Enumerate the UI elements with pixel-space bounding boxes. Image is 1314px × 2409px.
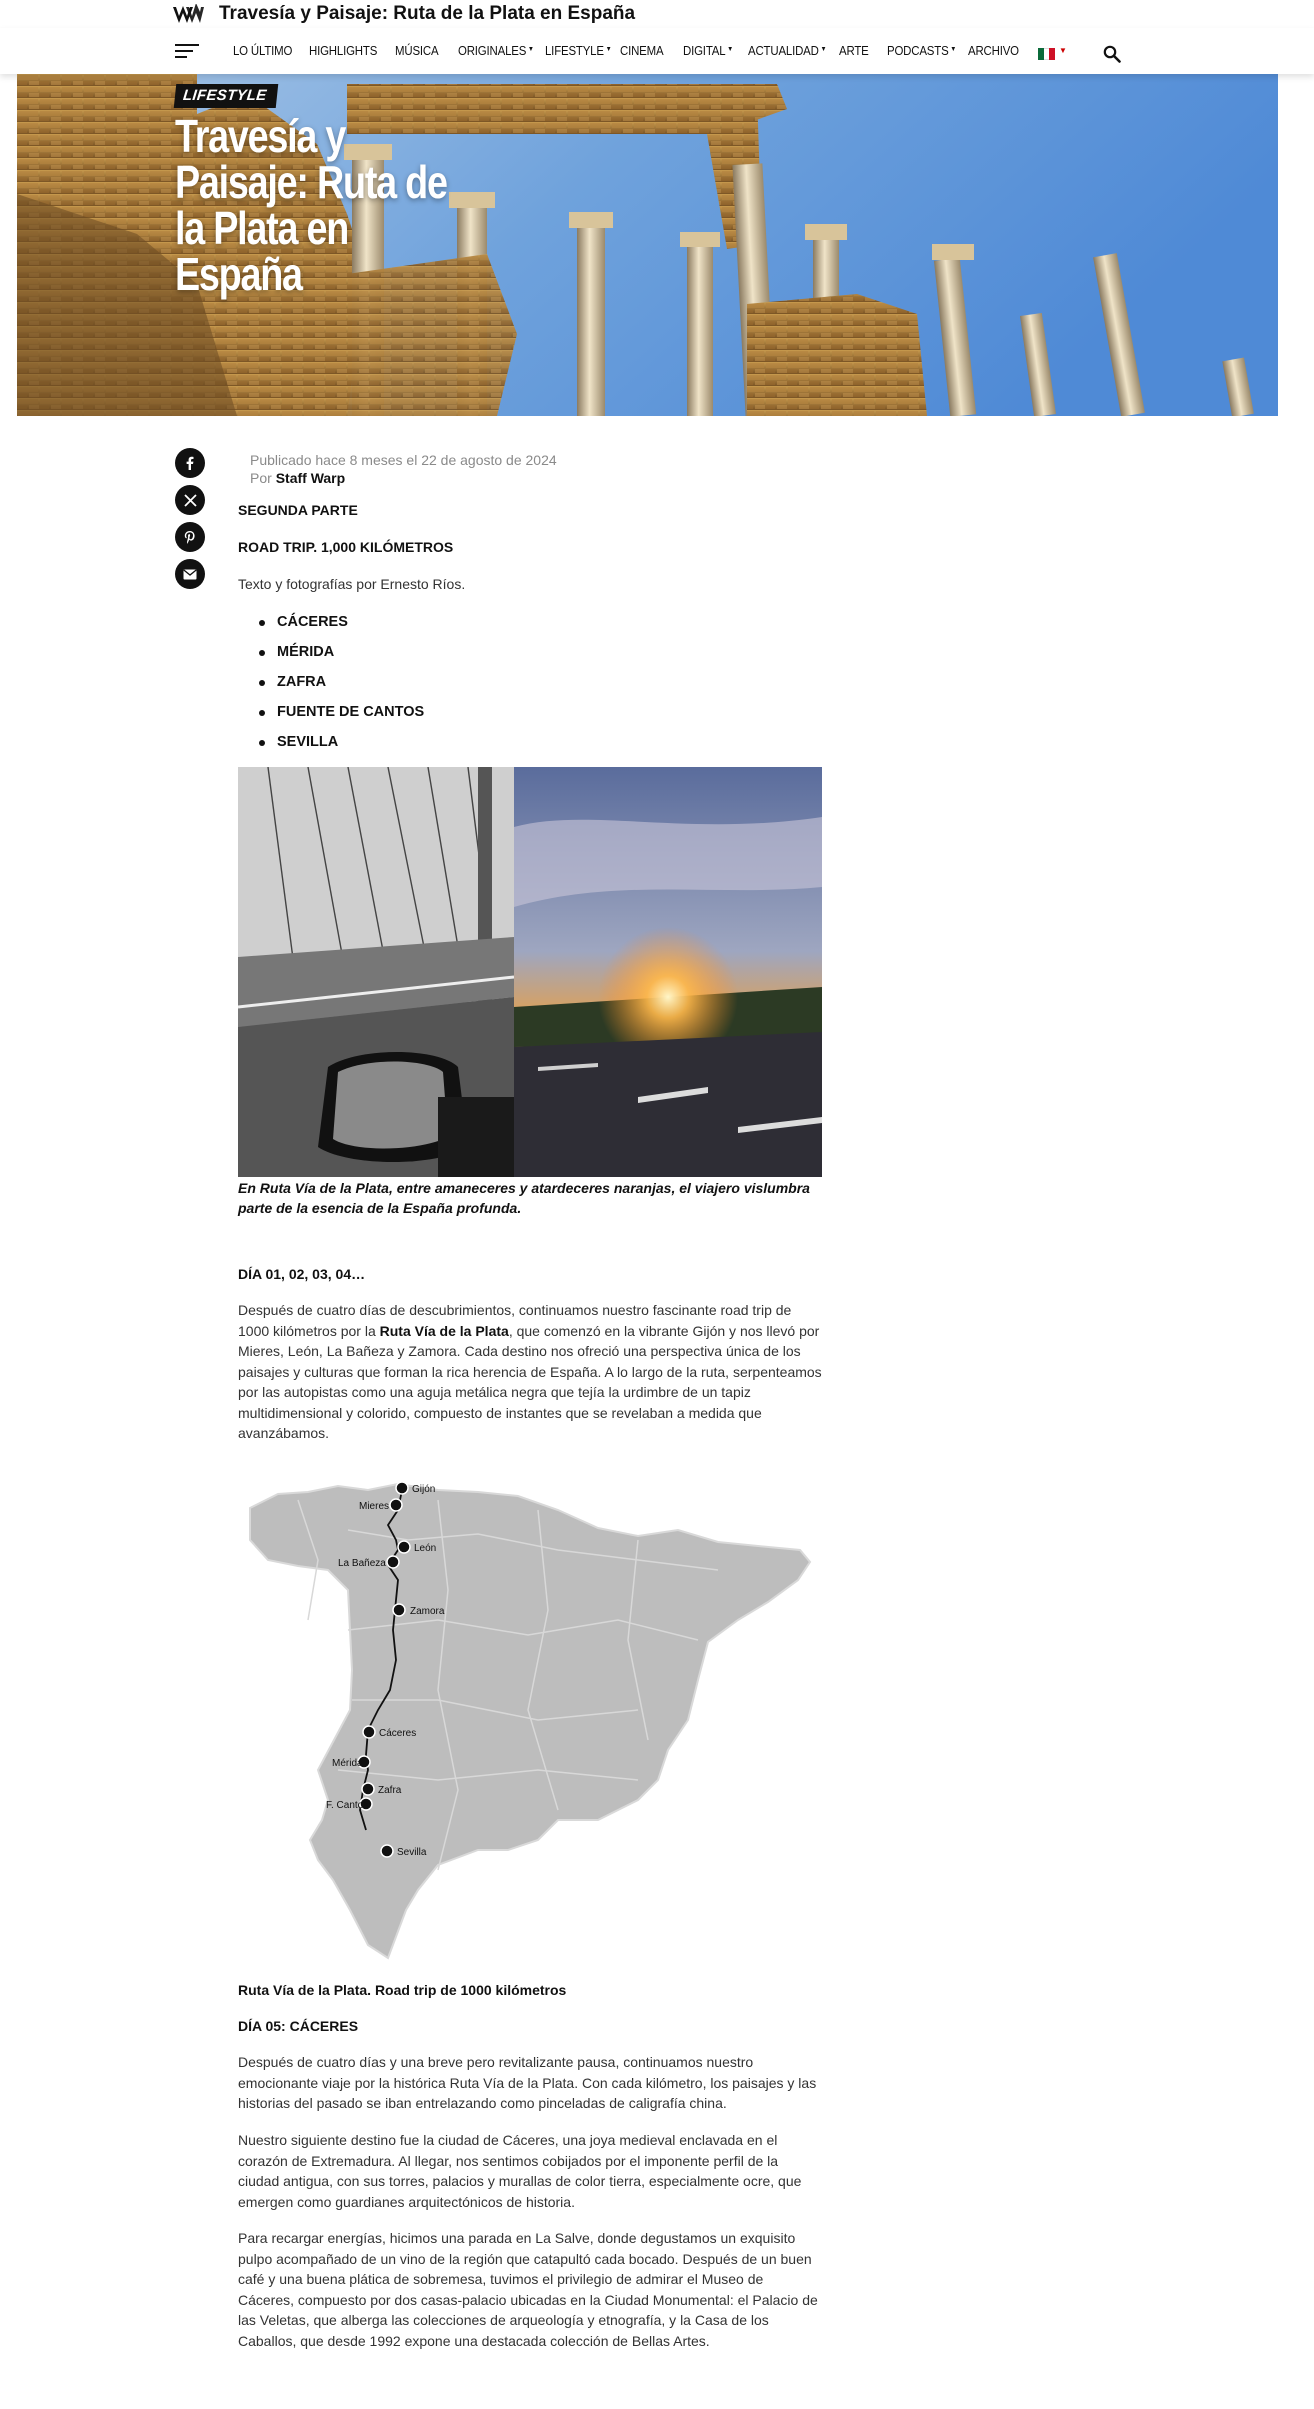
nav-item-originales[interactable] [458, 43, 534, 58]
map-label: Zafra [378, 1785, 402, 1796]
nav-item-actualidad[interactable] [748, 43, 826, 58]
paragraph-4: Para recargar energías, hicimos una parada en La Salve, donde degustamos un exquisito pulpo acompañado de un vino de la región que catapultó cada bocado. Después de un buen café y una buena plática de sobremesa, tuvimos el privilegio de admirar el Museo de Cáceres, compuesto por dos casas-palacio ubicadas en la Ciudad Monumental: el Palacio de las Veletas, que alberga las colecciones de arqueología y etnografía, y la Casa de los Caballos, que desde 1992 expone una destacada colección de Bellas Artes. [238, 2230, 818, 2349]
nav-label: ARCHIVO [968, 43, 1019, 58]
map-label: León [414, 1543, 437, 1554]
nav-label: MÚSICA [395, 43, 439, 58]
route-link[interactable]: Ruta Vía de la Plata [379, 1322, 509, 1339]
search-icon[interactable] [1103, 45, 1121, 63]
paragraph-3: Nuestro siguiente destino fue la ciudad de Cáceres, una joya medieval enclavada en el corazón de Extremadura. Al llegar, nos sentimos cobijados por el imponente perfil de la ciudad antigua, con sus torres, palacios y murallas de color tierra, especialmente ocre, que emergen como guardianes arquitectónicos de historia. [238, 2132, 802, 2210]
chevron-down-icon: ▼ [727, 46, 734, 53]
category-badge[interactable]: LIFESTYLE [174, 84, 278, 108]
nav-label: CINEMA [620, 43, 664, 58]
mexico-flag-icon[interactable] [1038, 48, 1055, 60]
road-photo-collage [238, 767, 822, 1177]
paragraph-1-text: Después de cuatro días de descubrimientos, continuamos nuestro fascinante road trip de 1000 kilómetros por la [238, 1302, 792, 1339]
cities-list [277, 614, 424, 764]
map-label: Zamora [410, 1606, 445, 1617]
nav-item-arte[interactable] [839, 43, 869, 58]
nav-label: DIGITAL [683, 43, 726, 58]
chevron-down-icon: ▼ [820, 46, 827, 53]
route-map [238, 1470, 822, 1960]
paragraph-1 [238, 1300, 822, 1444]
paragraph-2: Después de cuatro días y una breve pero revitalizante pausa, continuamos nuestro emocionante viaje por la histórica Ruta Vía de la Plata. Con cada kilómetro, los paisajes y las historias del pasado se iban entrelazando como pinceladas de caligrafía china. [238, 2054, 817, 2111]
map-label: Mérida [332, 1758, 363, 1769]
nav-label: PODCASTS [887, 43, 949, 58]
map-label: Sevilla [397, 1847, 427, 1858]
paragraph-1-text: , que comenzó en la vibrante Gijón y nos llevó por Mieres, León, La Bañeza y Zamora. Cada destino nos ofreció una perspectiva única de los paisajes y culturas que forman la rica herencia de España. A lo largo de la ruta, serpenteamos por las autopistas como una aguja metálica negra que tejía la urdimbre de un tapiz multidimensional y colorido, compuesto de instantes que se revelaban a medida que avanzábamos. [238, 1322, 822, 1441]
chevron-down-icon: ▼ [950, 46, 957, 53]
photo-caption: En Ruta Vía de la Plata, entre amaneceres y atardeceres naranjas, el viajero vislumbra parte de la esencia de la España profunda. [238, 1180, 810, 1216]
list-item: MÉRIDA [277, 644, 424, 674]
nav-label: HIGHLIGHTS [309, 43, 378, 58]
chevron-down-icon: ▼ [527, 46, 534, 53]
site-title[interactable]: Travesía y Paisaje: Ruta de la Plata en España [219, 3, 636, 24]
pinterest-icon[interactable] [175, 522, 205, 552]
nav-item-cinema[interactable] [620, 43, 663, 58]
credit-text: Texto y fotografías por Ernesto Ríos. [238, 576, 466, 592]
list-item: FUENTE DE CANTOS [277, 704, 424, 734]
share-buttons [175, 448, 205, 596]
byline-prefix: Por [250, 470, 272, 486]
nav-item-lifestyle[interactable] [545, 43, 612, 58]
main-navigation [0, 28, 1314, 74]
author-link[interactable]: Staff Warp [275, 470, 346, 486]
map-label: Mieres [359, 1501, 390, 1512]
nav-item-digital[interactable] [683, 43, 733, 58]
chevron-down-icon: ▼ [605, 46, 612, 53]
nav-item-musica[interactable] [395, 43, 438, 58]
byline [250, 470, 345, 486]
top-bar [0, 0, 1314, 28]
list-item: SEVILLA [277, 734, 424, 764]
part-label: SEGUNDA PARTE [238, 502, 358, 518]
x-icon[interactable] [175, 485, 205, 515]
list-item: ZAFRA [277, 674, 424, 704]
day1-heading: DÍA 01, 02, 03, 04… [238, 1266, 366, 1282]
map-label: F. Cantos [326, 1800, 369, 1811]
nav-label: LO ÚLTIMO [233, 43, 293, 58]
nav-label: ACTUALIDAD [748, 43, 819, 58]
nav-item-highlights[interactable] [309, 43, 377, 58]
nav-item-podcasts[interactable] [887, 43, 956, 58]
nav-item-archivo[interactable] [968, 43, 1019, 58]
publish-date: Publicado hace 8 meses el 22 de agosto de 2024 [250, 452, 557, 468]
day5-heading: DÍA 05: CÁCERES [238, 2018, 359, 2034]
list-item: CÁCERES [277, 614, 424, 644]
chevron-down-icon[interactable]: ▼ [1059, 46, 1067, 55]
facebook-icon[interactable] [175, 448, 205, 478]
nav-label: ORIGINALES [458, 43, 527, 58]
nav-label: LIFESTYLE [545, 43, 604, 58]
trip-label: ROAD TRIP. 1,000 KILÓMETROS [238, 539, 454, 555]
map-label: Cáceres [379, 1728, 417, 1739]
nav-item-lo-ultimo[interactable] [233, 43, 292, 58]
email-icon[interactable] [175, 559, 205, 589]
map-label: La Bañeza [338, 1558, 386, 1569]
nav-label: ARTE [839, 43, 869, 58]
warp-logo[interactable] [172, 4, 204, 26]
map-caption: Ruta Vía de la Plata. Road trip de 1000 kilómetros [238, 1982, 567, 1998]
map-label: Gijón [412, 1484, 436, 1495]
article-title: Travesía y Paisaje: Ruta de la Plata en España [175, 110, 447, 300]
